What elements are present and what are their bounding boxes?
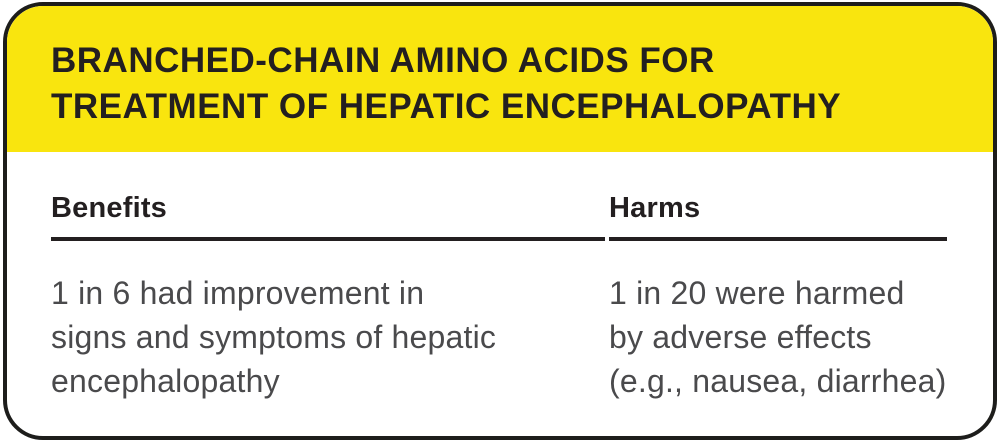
harms-text [609, 271, 951, 403]
benefits-text [51, 271, 609, 403]
title-line-1: BRANCHED-CHAIN AMINO ACIDS FOR [51, 41, 715, 80]
benefits-text-line-3: encephalopathy [51, 363, 280, 399]
columns-section [7, 152, 993, 403]
harms-column [609, 192, 951, 403]
benefits-text-line-1: 1 in 6 had improvement in [51, 275, 425, 311]
benefits-heading: Benefits [51, 192, 168, 224]
benefits-column [51, 192, 609, 403]
harms-rule [609, 237, 947, 241]
title-band [7, 6, 993, 152]
fact-box-card [3, 2, 997, 440]
harms-heading: Harms [609, 192, 701, 224]
benefits-rule [51, 237, 605, 241]
benefits-text-line-2: signs and symptoms of hepatic [51, 319, 497, 355]
title-line-2: TREATMENT OF HEPATIC ENCEPHALOPATHY [51, 87, 842, 126]
harms-text-line-3: (e.g., nausea, diarrhea) [609, 363, 947, 399]
harms-text-line-2: by adverse effects [609, 319, 872, 355]
page-title [51, 38, 953, 130]
harms-text-line-1: 1 in 20 were harmed [609, 275, 905, 311]
